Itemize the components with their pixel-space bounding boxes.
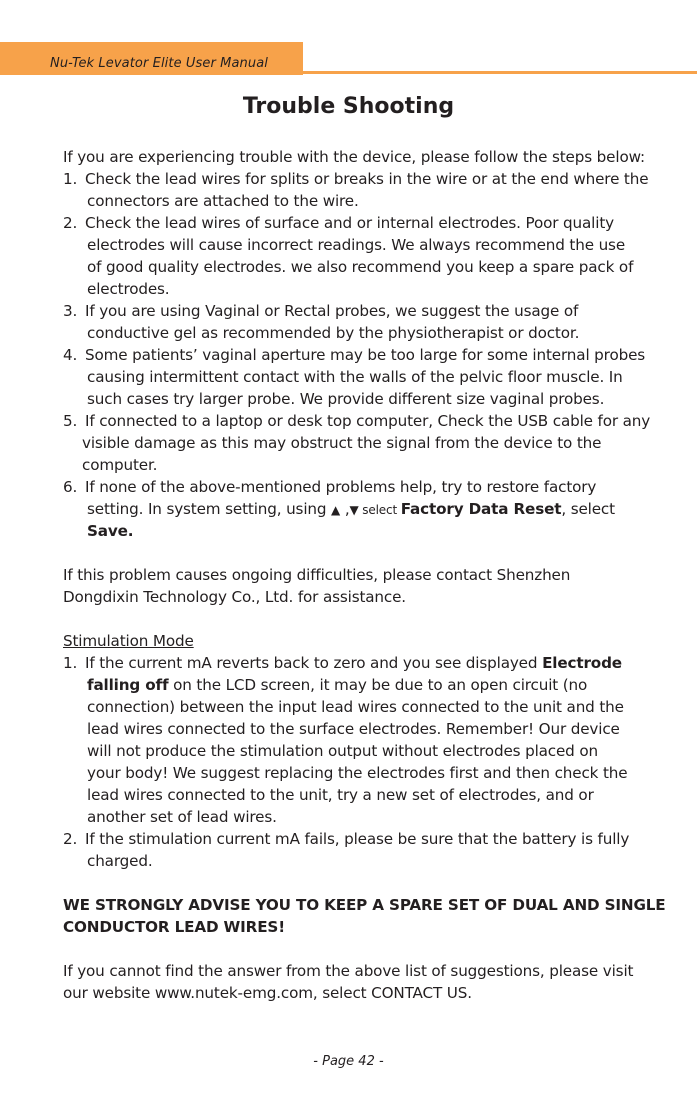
warning-text: WE STRONGLY ADVISE YOU TO KEEP A SPARE SET OF DUAL AND SINGLE — [63, 896, 666, 914]
manual-title: Nu-Tek Levator Elite User Manual — [50, 56, 268, 71]
contact-paragraph: Dongdixin Technology Co., Ltd. for assistance. — [63, 588, 406, 606]
step-3: 3. If you are using Vaginal or Rectal probes, we suggest the usage of — [63, 302, 579, 320]
step-6-cont: setting. In system setting, using ▲ ,▼ select Factory Data Reset, select — [87, 500, 615, 518]
stim-item-1-cont: will not produce the stimulation output without electrodes placed on — [87, 742, 598, 760]
step-2-cont: of good quality electrodes. we also recommend you keep a spare pack of — [87, 258, 634, 276]
warning-text: CONDUCTOR LEAD WIRES! — [63, 918, 285, 936]
step-5-cont: visible damage as this may obstruct the signal from the device to the — [82, 434, 602, 452]
arrow-down-icon: ▼ — [349, 503, 359, 517]
page-number: - Page 42 - — [313, 1054, 384, 1069]
stim-item-1-cont: lead wires connected to the unit, try a new set of electrodes, and or — [87, 786, 594, 804]
step-4-cont: such cases try larger probe. We provide different size vaginal probes. — [87, 390, 605, 408]
arrow-up-icon: ▲ — [331, 503, 341, 517]
stim-item-1-cont: lead wires connected to the surface electrodes. Remember! Our device — [87, 720, 620, 738]
stim-item-1-cont: connection) between the input lead wires connected to the unit and the — [87, 698, 624, 716]
stim-item-1-cont: another set of lead wires. — [87, 808, 277, 826]
step-2: 2. Check the lead wires of surface and or internal electrodes. Poor quality — [63, 214, 614, 232]
stim-item-2: 2. If the stimulation current mA fails, please be sure that the battery is fully — [63, 830, 630, 848]
step-4-cont: causing intermittent contact with the walls of the pelvic floor muscle. In — [87, 368, 623, 386]
page-title: Trouble Shooting — [242, 94, 455, 119]
step-6: 6. If none of the above-mentioned problems help, try to restore factory — [63, 478, 597, 496]
step-2-cont: electrodes. — [87, 280, 170, 298]
intro-text: If you are experiencing trouble with the device, please follow the steps below: — [63, 148, 645, 166]
stim-item-1: 1. If the current mA reverts back to zero and you see displayed Electrode — [63, 654, 622, 672]
save-option: Save. — [87, 522, 134, 540]
step-2-cont: electrodes will cause incorrect readings. We always recommend the use — [87, 236, 626, 254]
step-1-cont: connectors are attached to the wire. — [87, 192, 359, 210]
stimulation-heading: Stimulation Mode — [63, 632, 194, 650]
factory-reset-option: Factory Data Reset — [400, 500, 562, 518]
stim-item-2-cont: charged. — [87, 852, 153, 870]
step-1: 1. Check the lead wires for splits or breaks in the wire or at the end where the — [63, 170, 649, 188]
step-5: 5. If connected to a laptop or desk top computer, Check the USB cable for any — [63, 412, 651, 430]
header-rule — [303, 71, 697, 74]
contact-paragraph: If this problem causes ongoing difficulties, please contact Shenzhen — [63, 566, 571, 584]
step-5-cont: computer. — [82, 456, 158, 474]
document-body — [63, 146, 666, 1004]
closing-text: our website www.nutek-emg.com, select CONTACT US. — [63, 984, 472, 1002]
stim-item-1-cont: your body! We suggest replacing the electrodes first and then check the — [87, 764, 628, 782]
stim-item-1-cont: falling off on the LCD screen, it may be due to an open circuit (no — [87, 676, 588, 694]
step-3-cont: conductive gel as recommended by the physiotherapist or doctor. — [87, 324, 580, 342]
step-4: 4. Some patients’ vaginal aperture may be too large for some internal probes — [63, 346, 646, 364]
closing-text: If you cannot find the answer from the above list of suggestions, please visit — [63, 962, 634, 980]
